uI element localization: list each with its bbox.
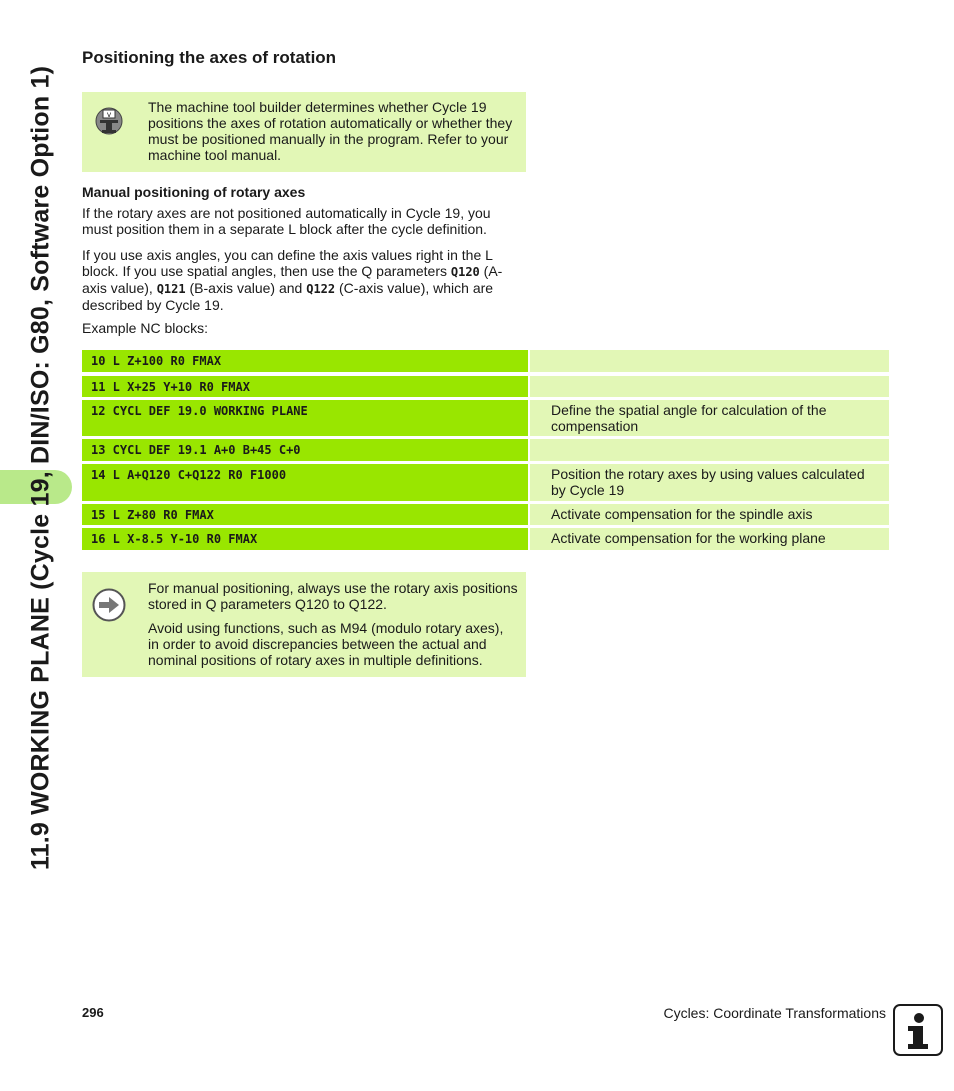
sidebar	[0, 0, 80, 1091]
table-row	[82, 376, 889, 397]
note-text: The machine tool builder determines whether Cycle 19 positions the axes of rotation automatically or whether they must be positioned manually in the program. Refer to your machine tool manual.	[148, 99, 513, 163]
nc-code: 14 L A+Q120 C+Q122 R0 F1000	[82, 464, 528, 501]
nc-description	[530, 439, 889, 461]
section-title: Positioning the axes of rotation	[82, 48, 337, 67]
arrow-right-icon	[92, 588, 126, 622]
machine-tool-icon	[94, 106, 124, 136]
note-paragraph: Avoid using functions, such as M94 (modulo rotary axes), in order to avoid discrepancies between the actual and nominal positions of rotary axes in multiple definitions.	[148, 620, 504, 668]
nc-code: 10 L Z+100 R0 FMAX	[82, 350, 528, 372]
q121-code: Q121	[156, 282, 186, 296]
subheading: Manual positioning of rotary axes	[82, 184, 306, 200]
nc-description: Activate compensation for the working plane	[530, 528, 889, 550]
info-icon	[893, 1004, 943, 1056]
table-row	[82, 504, 889, 525]
footer-chapter: Cycles: Coordinate Transformations	[663, 1005, 886, 1021]
table-row	[82, 400, 889, 436]
q122-code: Q122	[306, 282, 336, 296]
table-row	[82, 350, 889, 372]
nc-description: Position the rotary axes by using values calculated by Cycle 19	[530, 464, 889, 501]
nc-code: 11 L X+25 Y+10 R0 FMAX	[82, 376, 528, 397]
note-text	[148, 580, 518, 676]
nc-description: Define the spatial angle for calculation of the compensation	[530, 400, 889, 436]
table-row	[82, 439, 889, 461]
table-row	[82, 528, 889, 550]
manual-positioning-note	[82, 572, 526, 677]
note-paragraph: For manual positioning, always use the rotary axis positions stored in Q parameters Q120 to Q122.	[148, 580, 518, 612]
paragraph-2-text: (B-axis value) and	[185, 280, 307, 296]
paragraph-2-text: (C-axis value), which are described by Cycle 19.	[82, 280, 494, 313]
nc-code: 12 CYCL DEF 19.0 WORKING PLANE	[82, 400, 528, 436]
paragraph-2-text: If you use axis angles, you can define the axis values right in the L block. If you use spatial angles, then use the Q parameters	[82, 247, 493, 279]
nc-code: 13 CYCL DEF 19.1 A+0 B+45 C+0	[82, 439, 528, 461]
svg-text:V: V	[106, 112, 112, 119]
paragraph-2-text: (A-axis value),	[82, 263, 503, 296]
q120-code: Q120	[450, 265, 480, 279]
paragraph-2	[82, 247, 522, 313]
nc-description: Activate compensation for the spindle axis	[530, 504, 889, 525]
page-number: 296	[82, 1005, 104, 1020]
nc-code: 16 L X-8.5 Y-10 R0 FMAX	[82, 528, 528, 550]
paragraph-1: If the rotary axes are not positioned automatically in Cycle 19, you must position them in a separate L block after the cycle definition.	[82, 205, 491, 237]
nc-description	[530, 376, 889, 397]
example-label: Example NC blocks:	[82, 320, 209, 336]
table-row	[82, 464, 889, 501]
nc-description	[530, 350, 889, 372]
nc-code: 15 L Z+80 R0 FMAX	[82, 504, 528, 525]
machine-note	[82, 92, 526, 172]
chapter-title: 11.9 WORKING PLANE (Cycle 19, DIN/ISO: G80, Software Option 1)	[26, 65, 55, 871]
